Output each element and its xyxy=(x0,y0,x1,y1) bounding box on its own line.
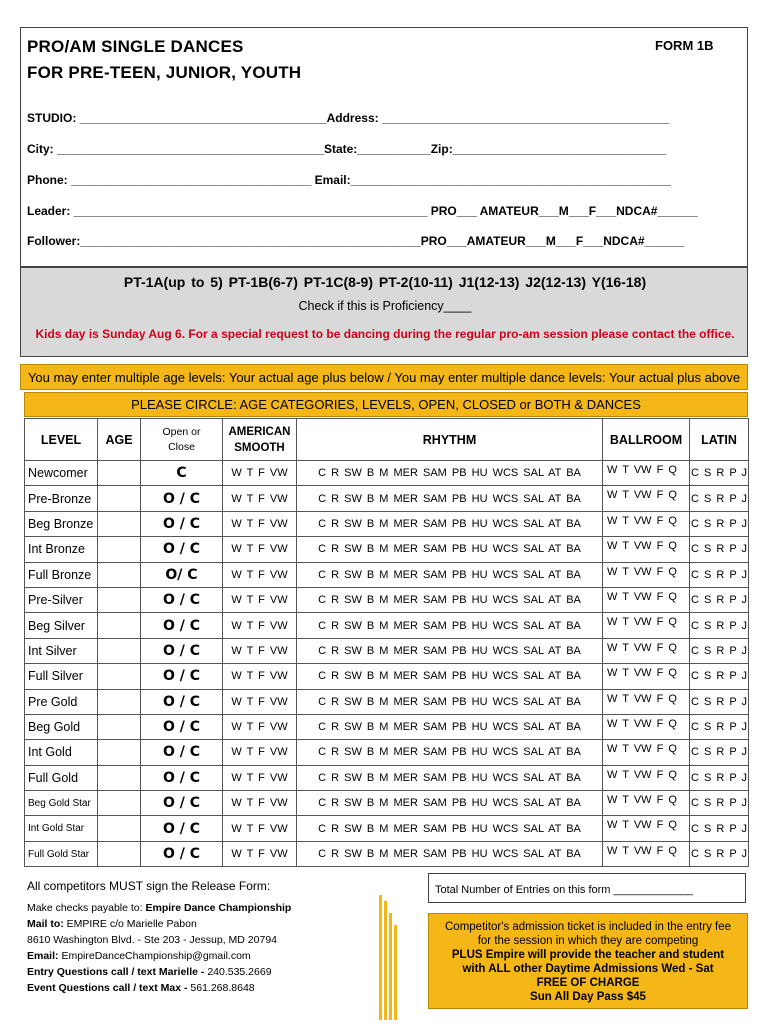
smooth-dances-cell[interactable]: W T F VW xyxy=(223,537,297,562)
smooth-dances-cell[interactable]: W T F VW xyxy=(223,511,297,536)
studio-field[interactable]: STUDIO: _____________________________________Address: ___________________________________________ xyxy=(27,111,669,125)
dance-levels-table xyxy=(24,418,749,867)
table-row xyxy=(25,841,749,866)
kids-day-note: Kids day is Sunday Aug 6. For a special request to be dancing during the regular pro-am session please contact the office. xyxy=(35,327,735,341)
age-categories[interactable]: PT-1A(up to 5) PT-1B(6-7) PT-1C(8-9) PT-2(10-11) J1(12-13) J2(12-13) Y(16-18) xyxy=(123,274,647,290)
latin-dances-cell[interactable]: C S R P J xyxy=(690,562,749,587)
smooth-dances-cell[interactable]: W T F VW xyxy=(223,765,297,790)
ballroom-dances-cell[interactable]: W T VW F Q xyxy=(603,511,690,536)
open-close-cell[interactable]: O / C xyxy=(141,638,223,663)
age-cell[interactable] xyxy=(98,638,141,663)
age-cell[interactable] xyxy=(98,841,141,866)
age-cell[interactable] xyxy=(98,791,141,816)
ballroom-dances-cell[interactable]: W T VW F Q xyxy=(603,562,690,587)
table-row xyxy=(25,638,749,663)
entry-questions: Entry Questions call / text Marielle - 240.535.2669 xyxy=(27,966,272,978)
table-row xyxy=(25,613,749,638)
level-cell[interactable]: Beg Bronze xyxy=(25,511,98,536)
table-row xyxy=(25,791,749,816)
level-cell[interactable]: Pre-Bronze xyxy=(25,486,98,511)
phone-field[interactable]: Phone: ____________________________________ Email:________________________________________________ xyxy=(27,173,671,187)
rhythm-dances-cell[interactable]: C R SW B M MER SAM PB HU WCS SAL AT BA xyxy=(297,816,603,841)
rhythm-dances-cell[interactable]: C R SW B M MER SAM PB HU WCS SAL AT BA xyxy=(297,689,603,714)
ballroom-dances-cell[interactable]: W T VW F Q xyxy=(603,638,690,663)
rhythm-dances-cell[interactable]: C R SW B M MER SAM PB HU WCS SAL AT BA xyxy=(297,664,603,689)
age-cell[interactable] xyxy=(98,562,141,587)
smooth-dances-cell[interactable]: W T F VW xyxy=(223,791,297,816)
open-close-cell[interactable]: O / C xyxy=(141,765,223,790)
ballroom-dances-cell[interactable]: W T VW F Q xyxy=(603,689,690,714)
rhythm-dances-cell[interactable]: C R SW B M MER SAM PB HU WCS SAL AT BA xyxy=(297,740,603,765)
latin-header: LATIN xyxy=(690,419,749,461)
table-row xyxy=(25,816,749,841)
rhythm-header: RHYTHM xyxy=(297,419,603,461)
open-close-cell[interactable]: O / C xyxy=(141,613,223,638)
table-row xyxy=(25,486,749,511)
latin-dances-cell[interactable]: C S R P J xyxy=(690,664,749,689)
level-header: LEVEL xyxy=(25,419,98,461)
age-cell[interactable] xyxy=(98,740,141,765)
level-cell[interactable]: Full Gold xyxy=(25,765,98,790)
open-close-cell[interactable]: O / C xyxy=(141,740,223,765)
rhythm-dances-cell[interactable]: C R SW B M MER SAM PB HU WCS SAL AT BA xyxy=(297,486,603,511)
level-cell[interactable]: Int Gold Star xyxy=(25,816,98,841)
table-row xyxy=(25,587,749,612)
contact-email[interactable]: Email: EmpireDanceChampionship@gmail.com xyxy=(27,950,251,962)
age-cell[interactable] xyxy=(98,613,141,638)
age-cell[interactable] xyxy=(98,461,141,486)
form-title-line1: PRO/AM SINGLE DANCES xyxy=(27,37,244,56)
latin-dances-cell[interactable]: C S R P J xyxy=(690,638,749,663)
rhythm-dances-cell[interactable]: C R SW B M MER SAM PB HU WCS SAL AT BA xyxy=(297,511,603,536)
admission-info-box: Competitor's admission ticket is included in the entry fee for the session in which they are competing PLUS Empire will provide the teacher and student with ALL other Daytime Admissions Wed - Sat FREE OF CHARGE Sun All Day Pass $45 xyxy=(428,913,748,1009)
rhythm-dances-cell[interactable]: C R SW B M MER SAM PB HU WCS SAL AT BA xyxy=(297,562,603,587)
ballroom-dances-cell[interactable]: W T VW F Q xyxy=(603,486,690,511)
level-cell[interactable]: Pre Gold xyxy=(25,689,98,714)
smooth-dances-cell[interactable]: W T F VW xyxy=(223,740,297,765)
ballroom-dances-cell[interactable]: W T VW F Q xyxy=(603,841,690,866)
table-row xyxy=(25,664,749,689)
smooth-dances-cell[interactable]: W T F VW xyxy=(223,664,297,689)
latin-dances-cell[interactable]: C S R P J xyxy=(690,587,749,612)
age-cell[interactable] xyxy=(98,765,141,790)
table-row xyxy=(25,537,749,562)
latin-dances-cell[interactable]: C S R P J xyxy=(690,791,749,816)
table-row xyxy=(25,562,749,587)
latin-dances-cell[interactable]: C S R P J xyxy=(690,816,749,841)
level-cell[interactable]: Beg Silver xyxy=(25,613,98,638)
level-cell[interactable]: Int Bronze xyxy=(25,537,98,562)
table-row xyxy=(25,714,749,739)
rhythm-dances-cell[interactable]: C R SW B M MER SAM PB HU WCS SAL AT BA xyxy=(297,791,603,816)
leader-field[interactable]: Leader: _____________________________________________________ PRO___ AMATEUR___M___F___NDCA#______ xyxy=(27,204,698,218)
ballroom-header: BALLROOM xyxy=(603,419,690,461)
open-close-cell[interactable]: O / C xyxy=(141,486,223,511)
rhythm-dances-cell[interactable]: C R SW B M MER SAM PB HU WCS SAL AT BA xyxy=(297,587,603,612)
ballroom-dances-cell[interactable]: W T VW F Q xyxy=(603,765,690,790)
level-cell[interactable]: Full Silver xyxy=(25,664,98,689)
rhythm-dances-cell[interactable]: C R SW B M MER SAM PB HU WCS SAL AT BA xyxy=(297,841,603,866)
smooth-dances-cell[interactable]: W T F VW xyxy=(223,841,297,866)
open-close-cell[interactable]: O / C xyxy=(141,791,223,816)
rhythm-dances-cell[interactable]: C R SW B M MER SAM PB HU WCS SAL AT BA xyxy=(297,461,603,486)
ballroom-dances-cell[interactable]: W T VW F Q xyxy=(603,714,690,739)
age-cell[interactable] xyxy=(98,689,141,714)
smooth-dances-cell[interactable]: W T F VW xyxy=(223,613,297,638)
open-close-cell[interactable]: O / C xyxy=(141,511,223,536)
open-close-cell[interactable]: C xyxy=(141,461,223,486)
level-cell[interactable]: Newcomer xyxy=(25,461,98,486)
open-close-cell[interactable]: O / C xyxy=(141,841,223,866)
event-questions: Event Questions call / text Max - 561.268.8648 xyxy=(27,982,255,994)
mailing-address: 8610 Washington Blvd. - Ste 203 - Jessup, MD 20794 xyxy=(27,934,278,946)
level-cell[interactable]: Int Gold xyxy=(25,740,98,765)
latin-dances-cell[interactable]: C S R P J xyxy=(690,841,749,866)
open-close-cell[interactable]: O / C xyxy=(141,537,223,562)
smooth-dances-cell[interactable]: W T F VW xyxy=(223,638,297,663)
latin-dances-cell[interactable]: C S R P J xyxy=(690,740,749,765)
latin-dances-cell[interactable]: C S R P J xyxy=(690,511,749,536)
rhythm-dances-cell[interactable]: C R SW B M MER SAM PB HU WCS SAL AT BA xyxy=(297,765,603,790)
table-row xyxy=(25,511,749,536)
follower-field[interactable]: Follower:___________________________________________________PRO___AMATEUR___M___F___NDCA#______ xyxy=(27,234,685,248)
level-cell[interactable]: Beg Gold Star xyxy=(25,791,98,816)
smooth-dances-cell[interactable]: W T F VW xyxy=(223,689,297,714)
proficiency-checkbox-label[interactable]: Check if this is Proficiency____ xyxy=(298,299,472,313)
ballroom-dances-cell[interactable]: W T VW F Q xyxy=(603,740,690,765)
table-row xyxy=(25,765,749,790)
open-close-cell[interactable]: O/ C xyxy=(141,562,223,587)
open-close-cell[interactable]: O / C xyxy=(141,664,223,689)
smooth-dances-cell[interactable]: W T F VW xyxy=(223,461,297,486)
table-row xyxy=(25,689,749,714)
age-cell[interactable] xyxy=(98,816,141,841)
ballroom-dances-cell[interactable]: W T VW F Q xyxy=(603,587,690,612)
form-title-line2: FOR PRE-TEEN, JUNIOR, YOUTH xyxy=(27,63,302,82)
latin-dances-cell[interactable]: C S R P J xyxy=(690,613,749,638)
rhythm-dances-cell[interactable]: C R SW B M MER SAM PB HU WCS SAL AT BA xyxy=(297,638,603,663)
ballroom-dances-cell[interactable]: W T VW F Q xyxy=(603,613,690,638)
age-cell[interactable] xyxy=(98,664,141,689)
smooth-dances-cell[interactable]: W T F VW xyxy=(223,486,297,511)
ballroom-dances-cell[interactable]: W T VW F Q xyxy=(603,664,690,689)
open-close-cell[interactable]: O / C xyxy=(141,816,223,841)
rhythm-dances-cell[interactable]: C R SW B M MER SAM PB HU WCS SAL AT BA xyxy=(297,714,603,739)
age-cell[interactable] xyxy=(98,537,141,562)
level-cell[interactable]: Pre-Silver xyxy=(25,587,98,612)
form-number: FORM 1B xyxy=(655,38,714,53)
latin-dances-cell[interactable]: C S R P J xyxy=(690,537,749,562)
rhythm-dances-cell[interactable]: C R SW B M MER SAM PB HU WCS SAL AT BA xyxy=(297,537,603,562)
level-cell[interactable]: Int Silver xyxy=(25,638,98,663)
open-close-cell[interactable]: O / C xyxy=(141,689,223,714)
ballroom-dances-cell[interactable]: W T VW F Q xyxy=(603,537,690,562)
age-cell[interactable] xyxy=(98,486,141,511)
latin-dances-cell[interactable]: C S R P J xyxy=(690,765,749,790)
age-cell[interactable] xyxy=(98,714,141,739)
empire-logo-icon xyxy=(370,895,400,1020)
age-cell[interactable] xyxy=(98,587,141,612)
open-close-cell[interactable]: O / C xyxy=(141,587,223,612)
open-close-cell[interactable]: O / C xyxy=(141,714,223,739)
rhythm-dances-cell[interactable]: C R SW B M MER SAM PB HU WCS SAL AT BA xyxy=(297,613,603,638)
ballroom-dances-cell[interactable]: W T VW F Q xyxy=(603,461,690,486)
mail-to: Mail to: EMPIRE c/o Marielle Pabon xyxy=(27,918,197,930)
latin-dances-cell[interactable]: C S R P J xyxy=(690,689,749,714)
table-row xyxy=(25,740,749,765)
level-cell[interactable]: Full Bronze xyxy=(25,562,98,587)
age-header: AGE xyxy=(98,419,141,461)
city-field[interactable]: City: ________________________________________State:___________Zip:________________________________ xyxy=(27,142,667,156)
smooth-dances-cell[interactable]: W T F VW xyxy=(223,816,297,841)
smooth-header: AMERICAN SMOOTH xyxy=(223,419,297,461)
open-close-header: Open or Close xyxy=(141,419,223,461)
ballroom-dances-cell[interactable]: W T VW F Q xyxy=(603,816,690,841)
circle-instruction-bar: PLEASE CIRCLE: AGE CATEGORIES, LEVELS, OPEN, CLOSED or BOTH & DANCES xyxy=(24,392,748,417)
table-row xyxy=(25,461,749,486)
ballroom-dances-cell[interactable]: W T VW F Q xyxy=(603,791,690,816)
latin-dances-cell[interactable]: C S R P J xyxy=(690,486,749,511)
release-form-note: All competitors MUST sign the Release Form: xyxy=(27,879,271,893)
checks-payable: Make checks payable to: Empire Dance Championship xyxy=(27,902,292,914)
age-cell[interactable] xyxy=(98,511,141,536)
level-cell[interactable]: Beg Gold xyxy=(25,714,98,739)
smooth-dances-cell[interactable]: W T F VW xyxy=(223,587,297,612)
level-cell[interactable]: Full Gold Star xyxy=(25,841,98,866)
multiple-entry-notice: You may enter multiple age levels: Your actual age plus below / You may enter multiple dance levels: Your actual plus above xyxy=(20,364,748,390)
latin-dances-cell[interactable]: C S R P J xyxy=(690,461,749,486)
total-entries-field[interactable]: Total Number of Entries on this form _____________ xyxy=(428,873,746,903)
latin-dances-cell[interactable]: C S R P J xyxy=(690,714,749,739)
smooth-dances-cell[interactable]: W T F VW xyxy=(223,562,297,587)
smooth-dances-cell[interactable]: W T F VW xyxy=(223,714,297,739)
